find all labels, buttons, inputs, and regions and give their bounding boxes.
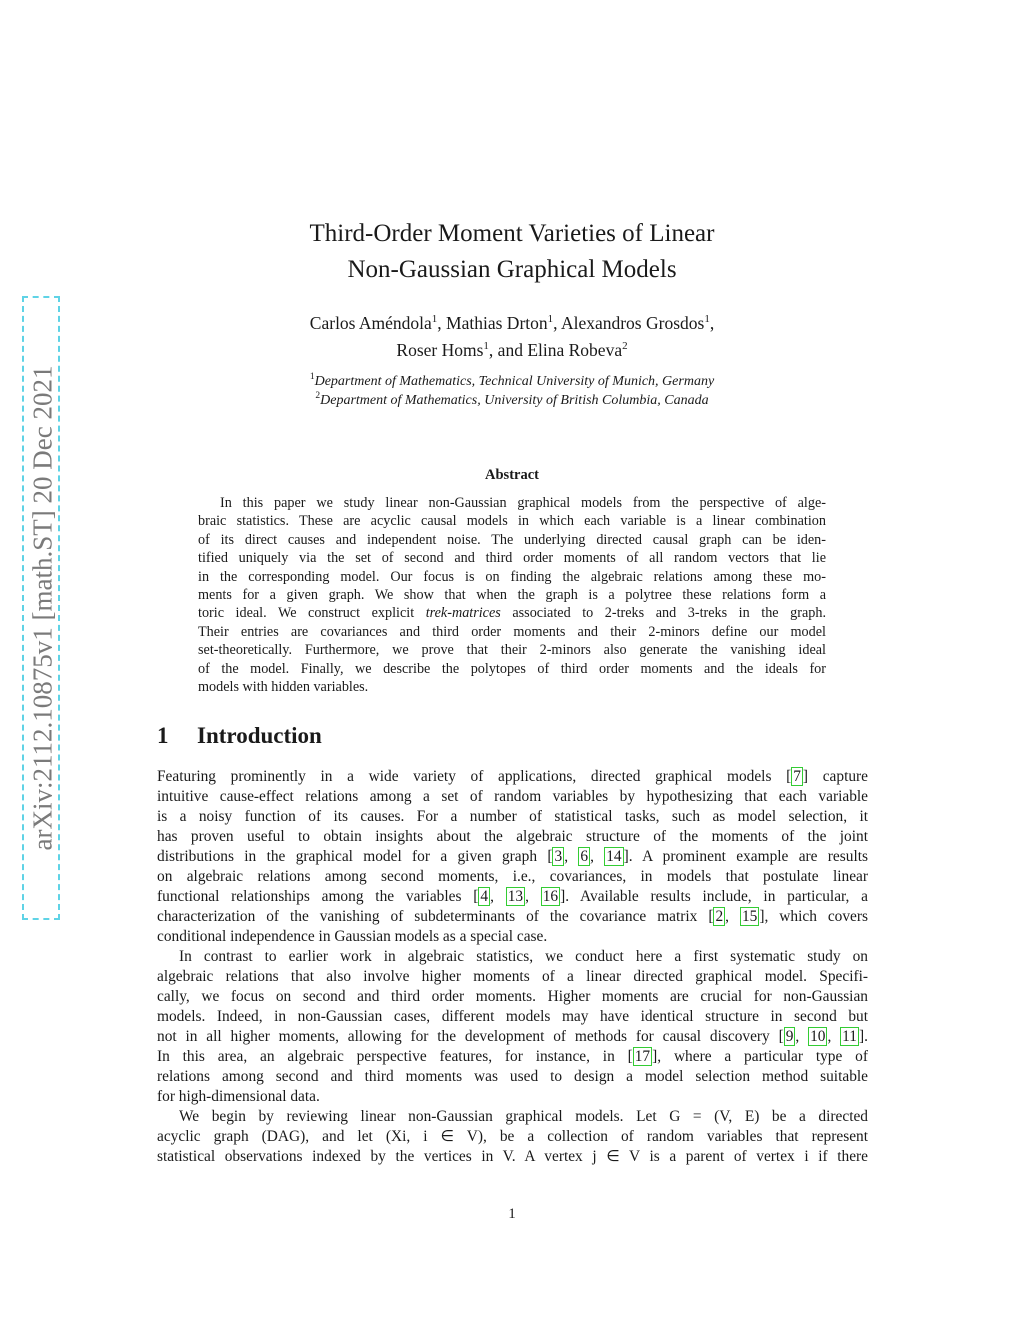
body-line: algebraic relations that also involve higher moments of a linear directed graphical model. Specifi- bbox=[157, 968, 868, 985]
body-line: We begin by reviewing linear non-Gaussian graphical models. Let G = (V, E) be a directed bbox=[179, 1108, 868, 1125]
body-line: cally, we focus on second and third order moments. Higher moments are crucial for non-Gaussian bbox=[157, 988, 868, 1005]
body-line: has proven useful to obtain insights about the algebraic structure of the moments of the joint bbox=[157, 828, 868, 845]
affiliation-mark: 2 bbox=[315, 391, 321, 401]
author-name: Mathias Drton bbox=[446, 313, 548, 333]
author-name: Alexandros Grosdos bbox=[560, 313, 705, 333]
abstract-line: toric ideal. We construct explicit trek-matrices associated to 2-treks and 3-treks in the graph. bbox=[198, 605, 826, 622]
affiliation bbox=[0, 372, 1024, 391]
citation-link[interactable]: 17 bbox=[634, 1048, 651, 1065]
body-line: conditional independence in Gaussian models as a special case. bbox=[157, 928, 548, 945]
abstract-line: models with hidden variables. bbox=[198, 679, 369, 696]
body-line: for high-dimensional data. bbox=[157, 1088, 320, 1105]
title-line: Third-Order Moment Varieties of Linear bbox=[309, 220, 715, 247]
citation-link[interactable]: 3 bbox=[554, 848, 563, 865]
abstract-line: of its direct causes and independent noise. The underlying directed causal graph can be iden- bbox=[198, 531, 826, 548]
author-name: Roser Homs bbox=[396, 340, 484, 360]
abstract-line: in the corresponding model. Our focus is on finding the algebraic relations among these mo- bbox=[198, 568, 826, 585]
abstract-line: of the model. Finally, we describe the polytopes of third order moments and the ideals for bbox=[198, 660, 826, 677]
citation-link[interactable]: 14 bbox=[606, 848, 622, 865]
affiliation-text: Department of Mathematics, University of British Columbia, Canada bbox=[320, 393, 709, 408]
body-line: acyclic graph (DAG), and let (Xi, i ∈ V), be a collection of random variables that represent bbox=[157, 1128, 868, 1145]
body-line: In this area, an algebraic perspective features, for instance, in [ 17 ], where a particular type of bbox=[157, 1048, 868, 1065]
section-title: Introduction bbox=[197, 723, 322, 748]
affiliations bbox=[0, 372, 1024, 410]
body-line: relations among second and third moments was used to design a model selection method suitable bbox=[157, 1068, 868, 1085]
body-line: characterization of the vanishing of subdeterminants of the covariance matrix [ 2 , 15 ], which covers bbox=[157, 908, 869, 925]
author-affil-mark: 1 bbox=[483, 340, 489, 352]
body-line: models. Indeed, in non-Gaussian cases, different models may have identical structure in second but bbox=[157, 1008, 868, 1025]
arxiv-stamp-text: arXiv:2112.10875v1 [math.ST] 20 Dec 2021 bbox=[27, 365, 58, 851]
page-number: 1 bbox=[508, 1206, 516, 1222]
section-heading bbox=[157, 723, 322, 749]
affiliation-text: Department of Mathematics, Technical University of Munich, Germany bbox=[314, 374, 715, 389]
affiliation bbox=[0, 391, 1024, 410]
abstract-line: braic statistics. These are acyclic causal models in which each variable is a linear combination bbox=[198, 513, 826, 530]
body-line: In contrast to earlier work in algebraic statistics, we conduct here a first systematic study on bbox=[179, 948, 868, 965]
body-line: Featuring prominently in a wide variety of applications, directed graphical models [ 7 ] capture bbox=[157, 768, 868, 785]
abstract-line: In this paper we study linear non-Gaussian graphical models from the perspective of alge- bbox=[220, 495, 826, 511]
author-name: Elina Robeva bbox=[527, 340, 623, 360]
author-separator: , and bbox=[488, 340, 528, 360]
body-line: statistical observations indexed by the vertices in V. A vertex j ∈ V is a parent of vertex i if there bbox=[157, 1148, 868, 1165]
paper-title bbox=[0, 216, 1024, 288]
affiliation-mark: 1 bbox=[309, 372, 315, 382]
author-separator: , bbox=[709, 313, 715, 333]
abstract-line: ments for a given graph. We show that when the graph is a polytree these relations form a bbox=[198, 587, 826, 604]
author-line-2 bbox=[0, 337, 1024, 364]
author-name: Carlos Améndola bbox=[309, 313, 432, 333]
body-line: distributions in the graphical model for a given graph [ 3 , 6 , 14 ]. A prominent example are results bbox=[157, 848, 868, 865]
body-line: not in all higher moments, allowing for the development of methods for causal discovery [ 9 , 10 , 11 ]. bbox=[157, 1028, 868, 1045]
citation-link[interactable]: 16 bbox=[542, 888, 559, 905]
body-line: on algebraic relations among second moments, i.e., covariances, in models that postulate linear bbox=[157, 868, 868, 885]
citation-link[interactable]: 15 bbox=[741, 908, 758, 925]
citation-link[interactable]: 9 bbox=[785, 1028, 794, 1045]
citation-link[interactable]: 2 bbox=[715, 908, 724, 925]
abstract-line: tified uniquely via the set of second and third order moments of all random vectors that lie bbox=[198, 550, 826, 567]
abstract-heading: Abstract bbox=[485, 467, 539, 483]
abstract-line: Their entries are covariances and third order moments and their 2-minors define our model bbox=[198, 623, 826, 640]
author-affil-mark: 1 bbox=[547, 313, 554, 325]
citation-link[interactable]: 11 bbox=[842, 1028, 857, 1045]
introduction-body bbox=[157, 767, 868, 1167]
citation-link[interactable]: 10 bbox=[810, 1028, 826, 1045]
abstract-line: set-theoretically. Furthermore, we prove that their 2-minors also generate the vanishing ideal bbox=[198, 642, 826, 659]
author-affil-mark: 1 bbox=[704, 313, 710, 325]
abstract-body bbox=[198, 494, 826, 696]
author-line-1 bbox=[0, 310, 1024, 337]
body-line: is a noisy function of its causes. For a number of statistical tasks, such as model selection, it bbox=[157, 808, 868, 825]
author-list bbox=[0, 310, 1024, 364]
author-affil-mark: 1 bbox=[431, 313, 438, 325]
citation-link[interactable]: 6 bbox=[580, 848, 589, 865]
title-line: Non-Gaussian Graphical Models bbox=[347, 256, 677, 283]
author-affil-mark: 2 bbox=[622, 340, 628, 352]
author-separator: , bbox=[553, 313, 561, 333]
section-number: 1 bbox=[157, 723, 169, 748]
citation-link[interactable]: 13 bbox=[507, 888, 524, 905]
emphasized-term: trek-matrices bbox=[425, 605, 501, 622]
author-separator: , bbox=[437, 313, 447, 333]
citation-link[interactable]: 4 bbox=[480, 888, 489, 905]
body-line: intuitive cause-effect relations among a set of random variables by hypothesizing that each variable bbox=[157, 788, 868, 805]
citation-link[interactable]: 7 bbox=[793, 768, 801, 785]
body-line: functional relationships among the variables [ 4 , 13 , 16 ]. Available results include, in particular, a bbox=[157, 888, 868, 905]
